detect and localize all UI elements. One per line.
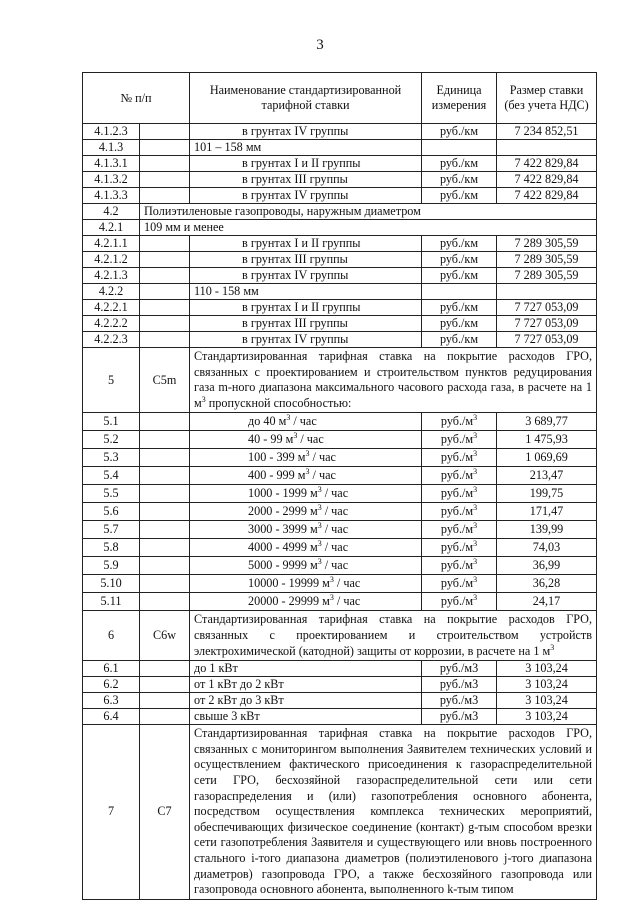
row-unit [422,284,497,300]
row-unit: руб./км [422,300,497,316]
range-unit-tail: / час [321,558,349,573]
row-value: 3 103,24 [497,693,597,709]
row-name [190,575,422,593]
row-name [190,557,422,575]
row-unit [422,521,497,539]
row-number: 4.2.2.1 [83,300,140,316]
row-number: 5.5 [83,485,140,503]
row-unit [422,413,497,431]
row-number: 4.2 [83,204,140,220]
row-value: 7 422 829,84 [497,172,597,188]
table-row [83,413,597,431]
row-code [140,709,190,725]
row-name: в грунтах III группы [190,252,422,268]
range-value: 400 - 999 [248,468,295,483]
row-number: 4.2.2 [83,284,140,300]
row-value: 171,47 [497,503,597,521]
row-unit: руб./км [422,236,497,252]
unit-base: руб./м [440,576,474,591]
unit-sup: 3 [473,557,478,567]
range-unit: м [306,486,318,501]
range-value: 10000 - 19999 [248,576,320,591]
section-7-number: 7 [83,725,140,900]
table-row [83,449,597,467]
row-code [140,575,190,593]
row-code [140,413,190,431]
unit-base: руб./м [440,450,474,465]
section-5-sup: 3 [201,394,206,404]
row-value: 139,99 [497,521,597,539]
row-value: 7 422 829,84 [497,188,597,204]
range-unit-tail: / час [321,522,349,537]
table-row [83,431,597,449]
table-row [83,284,597,300]
section-5-code: C5m [140,348,190,413]
unit-sup: 3 [473,539,478,549]
row-name: Полиэтиленовые газопроводы, наружным диаметром [140,204,597,220]
table-row [83,467,597,485]
row-unit: руб./км [422,332,497,348]
row-unit: руб./м3 [422,709,497,725]
row-code [140,172,190,188]
row-number: 4.1.3 [83,140,140,156]
unit-base: руб./м [440,468,474,483]
table-row [83,140,597,156]
row-unit: руб./км [422,124,497,140]
range-unit: м [319,576,330,591]
section-6-code: C6w [140,611,190,661]
row-value: 213,47 [497,467,597,485]
row-value: 199,75 [497,485,597,503]
row-unit: руб./м3 [422,661,497,677]
table-row [83,332,597,348]
row-code [140,521,190,539]
range-unit-sup: 3 [293,431,298,441]
table-header-row [83,73,597,124]
row-value: 3 103,24 [497,661,597,677]
unit-base: руб./м [440,558,474,573]
row-value: 3 103,24 [497,709,597,725]
row-code [140,431,190,449]
range-unit-sup: 3 [329,593,334,603]
row-value: 1 475,93 [497,431,597,449]
row-code [140,485,190,503]
section-5-text: Стандартизированная тарифная ставка на покрытие расходов ГРО, связанных с проектированием и строительством пунктов редуцирования газа m-ного диапазона максимального часового расхода газа, в расчете на 1 м [194,349,593,410]
section-6-description [190,611,597,661]
range-value: 40 - 99 [248,432,283,447]
table-row [83,172,597,188]
row-name [190,449,422,467]
row-unit [422,485,497,503]
table-row [83,204,597,220]
row-unit: руб./км [422,252,497,268]
row-code [140,156,190,172]
range-value: 3000 - 3999 [248,522,307,537]
row-name [190,413,422,431]
row-code [140,693,190,709]
row-unit [422,539,497,557]
range-value: 4000 - 4999 [248,540,307,555]
row-number: 4.1.2.3 [83,124,140,140]
row-name: от 1 кВт до 2 кВт [190,677,422,693]
row-number: 5.11 [83,593,140,611]
section-7-code: C7 [140,725,190,900]
section-7-row [83,725,597,900]
table-row [83,236,597,252]
row-unit [422,575,497,593]
row-name: в грунтах IV группы [190,188,422,204]
row-name: 101 – 158 мм [190,140,422,156]
row-code [140,467,190,485]
section-5-description [190,348,597,413]
range-unit-sup: 3 [286,413,291,423]
unit-sup: 3 [473,485,478,495]
row-value: 7 289 305,59 [497,268,597,284]
range-unit: м [282,432,294,447]
row-name [190,431,422,449]
row-value: 74,03 [497,539,597,557]
unit-base: руб./м [440,414,474,429]
row-number: 5.9 [83,557,140,575]
row-unit [422,140,497,156]
row-code [140,332,190,348]
range-unit-tail: / час [333,576,361,591]
row-unit: руб./км [422,268,497,284]
range-value: 2000 - 2999 [248,504,307,519]
unit-base: руб./м [440,594,474,609]
row-unit: руб./м3 [422,693,497,709]
section-7-description: Стандартизированная тарифная ставка на покрытие расходов ГРО, связанных с мониторингом выполнения Заявителем технических условий и осуществлением фактического присоединения к газораспределительной сети ГРО, бесхозяйной газораспределительной сети или сети газораспределения и (или) газопотребления основного абонента, посредством осуществления комплекса технических мероприятий, обеспечивающих физическое соединение (контакт) g-тым способом врезки сети газопотребления Заявителя и существующего или вновь построенного стального i-того диапазона диаметров (полиэтиленового j-того диапазона диаметров) газопровода ГРО, а также бесхозяйного газопровода или газопровода основного абонента, выполненного k-тым типом [190,725,597,900]
row-number: 4.2.1.3 [83,268,140,284]
unit-sup: 3 [473,449,478,459]
row-code [140,539,190,557]
row-code [140,236,190,252]
header-unit: Единица измерения [422,73,497,124]
row-code [140,316,190,332]
row-code [140,140,190,156]
row-name: в грунтах III группы [190,316,422,332]
tariff-table [82,72,597,900]
range-unit: м [294,468,306,483]
row-value: 3 103,24 [497,677,597,693]
row-value [497,284,597,300]
row-code [140,300,190,316]
table-row [83,661,597,677]
row-name: 110 - 158 мм [190,284,422,300]
row-code [140,268,190,284]
row-code [140,188,190,204]
row-value: 7 234 852,51 [497,124,597,140]
range-unit-tail: / час [333,594,361,609]
row-number: 4.2.1.1 [83,236,140,252]
range-unit-tail: / час [290,414,317,429]
row-unit [422,503,497,521]
unit-base: руб./м [440,522,474,537]
row-unit: руб./км [422,156,497,172]
unit-base: руб./м [440,432,474,447]
range-unit-tail: / час [321,504,349,519]
row-name: в грунтах III группы [190,172,422,188]
table-row [83,575,597,593]
row-code [140,449,190,467]
row-name [190,503,422,521]
row-value: 7 422 829,84 [497,156,597,172]
row-name [190,467,422,485]
unit-sup: 3 [473,431,478,441]
unit-sup: 3 [473,503,478,513]
header-rate: Размер ставки (без учета НДС) [497,73,597,124]
range-unit-sup: 3 [317,485,322,495]
range-unit-sup: 3 [317,539,322,549]
row-code [140,557,190,575]
section-5-tail: пропускной способностью: [205,395,352,410]
row-name [190,539,422,557]
range-unit-tail: / час [321,540,349,555]
table-row [83,485,597,503]
range-unit-sup: 3 [317,503,322,513]
row-number: 4.1.3.2 [83,172,140,188]
section-5-number: 5 [83,348,140,413]
row-number: 5.4 [83,467,140,485]
range-unit-tail: / час [309,468,336,483]
row-name: в грунтах IV группы [190,124,422,140]
row-name: от 2 кВт до 3 кВт [190,693,422,709]
range-value: до 40 [248,414,276,429]
table-row [83,593,597,611]
row-number: 5.7 [83,521,140,539]
range-unit: м [294,450,306,465]
range-unit-sup: 3 [305,467,310,477]
row-value: 7 727 053,09 [497,316,597,332]
page-number: 3 [316,37,324,53]
row-number: 4.2.2.2 [83,316,140,332]
row-name: в грунтах IV группы [190,268,422,284]
unit-sup: 3 [473,521,478,531]
row-value: 1 069,69 [497,449,597,467]
row-value: 24,17 [497,593,597,611]
row-code [140,661,190,677]
row-name: в грунтах I и II группы [190,156,422,172]
row-value [497,140,597,156]
row-value: 7 289 305,59 [497,252,597,268]
row-unit [422,449,497,467]
row-unit [422,557,497,575]
unit-base: руб./м [440,504,474,519]
range-unit-sup: 3 [329,575,334,585]
row-code [140,252,190,268]
range-unit-sup: 3 [317,521,322,531]
row-number: 4.1.3.1 [83,156,140,172]
row-unit [422,431,497,449]
row-number: 5.1 [83,413,140,431]
range-unit-sup: 3 [317,557,322,567]
row-number: 5.8 [83,539,140,557]
section-6-number: 6 [83,611,140,661]
unit-sup: 3 [473,575,478,585]
unit-base: руб./м [440,540,474,555]
table-row [83,300,597,316]
row-unit: руб./км [422,188,497,204]
unit-sup: 3 [473,413,478,423]
row-unit: руб./км [422,316,497,332]
range-value: 1000 - 1999 [248,486,307,501]
row-value: 7 727 053,09 [497,300,597,316]
row-name [190,485,422,503]
range-unit: м [306,540,318,555]
table-row [83,268,597,284]
row-number: 6.4 [83,709,140,725]
unit-sup: 3 [473,467,478,477]
row-number: 4.2.2.3 [83,332,140,348]
table-row [83,188,597,204]
row-number: 5.3 [83,449,140,467]
row-unit: руб./м3 [422,677,497,693]
range-unit-tail: / час [297,432,324,447]
row-code [140,593,190,611]
row-value: 3 689,77 [497,413,597,431]
row-code [140,284,190,300]
table-row [83,124,597,140]
table-row [83,521,597,539]
row-name: 109 мм и менее [140,220,597,236]
table-row [83,252,597,268]
range-value: 20000 - 29999 [248,594,320,609]
row-name: в грунтах IV группы [190,332,422,348]
row-number: 4.2.1.2 [83,252,140,268]
row-name: в грунтах I и II группы [190,236,422,252]
header-num: № п/п [83,73,190,124]
table-row [83,316,597,332]
row-number: 6.3 [83,693,140,709]
table-row [83,220,597,236]
row-number: 5.2 [83,431,140,449]
row-number: 4.2.1 [83,220,140,236]
table-row [83,677,597,693]
row-value: 7 727 053,09 [497,332,597,348]
table-row [83,693,597,709]
section-6-sup: 3 [550,642,555,652]
row-name: до 1 кВт [190,661,422,677]
section-6-row [83,611,597,661]
range-unit: м [319,594,330,609]
range-unit: м [275,414,287,429]
table-row [83,557,597,575]
range-unit-sup: 3 [305,449,310,459]
row-value: 36,28 [497,575,597,593]
unit-base: руб./м [440,486,474,501]
unit-sup: 3 [473,593,478,603]
table-row [83,503,597,521]
row-name [190,521,422,539]
row-value: 7 289 305,59 [497,236,597,252]
range-value: 5000 - 9999 [248,558,307,573]
section-6-text: Стандартизированная тарифная ставка на покрытие расходов ГРО, связанных с проектированием и строительством устройств электрохимической (катодной) защиты от коррозии, в расчете на 1 м [194,612,593,658]
row-number: 6.2 [83,677,140,693]
header-name: Наименование стандартизированной тарифной ставки [190,73,422,124]
table-row [83,156,597,172]
row-number: 5.10 [83,575,140,593]
row-name: свыше 3 кВт [190,709,422,725]
row-unit: руб./км [422,172,497,188]
range-unit: м [306,504,318,519]
row-code [140,503,190,521]
range-value: 100 - 399 [248,450,295,465]
row-code [140,124,190,140]
row-unit [422,467,497,485]
section-5-row [83,348,597,413]
row-name: в грунтах I и II группы [190,300,422,316]
row-unit [422,593,497,611]
row-value: 36,99 [497,557,597,575]
row-number: 6.1 [83,661,140,677]
range-unit: м [306,558,318,573]
table-row [83,709,597,725]
range-unit-tail: / час [321,486,349,501]
row-code [140,677,190,693]
range-unit-tail: / час [309,450,336,465]
table-row [83,539,597,557]
row-name [190,593,422,611]
range-unit: м [306,522,318,537]
row-number: 4.1.3.3 [83,188,140,204]
row-number: 5.6 [83,503,140,521]
